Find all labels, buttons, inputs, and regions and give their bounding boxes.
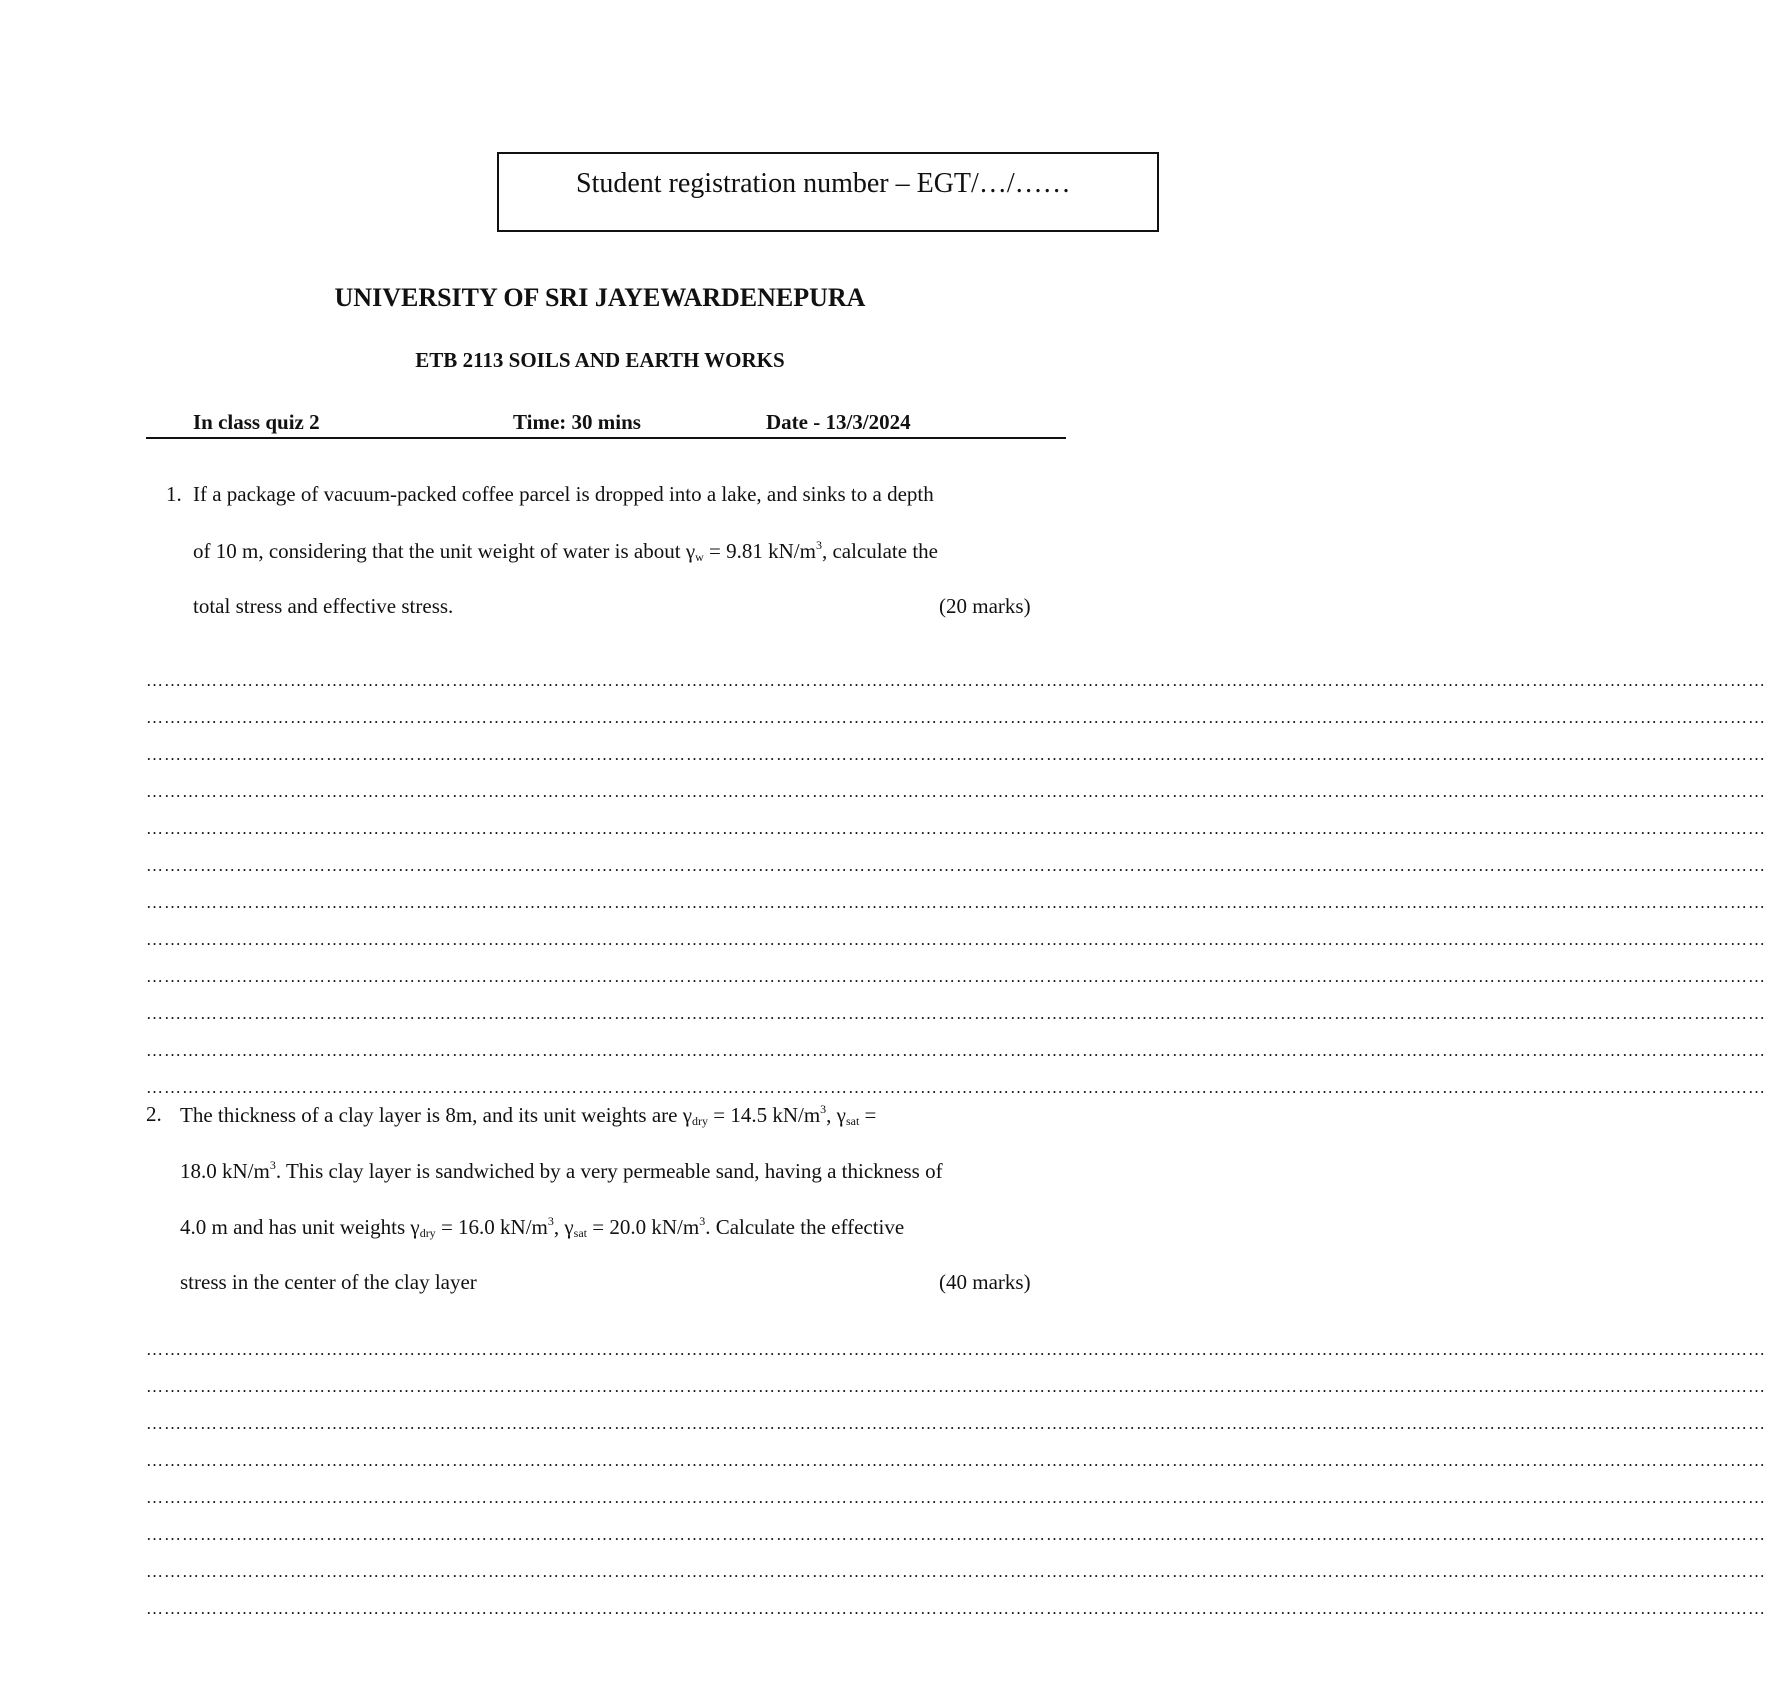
question-2-marks: (40 marks)	[939, 1270, 1031, 1294]
answer-line[interactable]: ………………………………………………………………………………………………………………………………………………………………………………………………………………………………………………	[146, 856, 1766, 875]
answer-line[interactable]: ………………………………………………………………………………………………………………………………………………………………………………………………………………………………………………	[146, 1562, 1766, 1581]
answer-line[interactable]: ………………………………………………………………………………………………………………………………………………………………………………………………………………………………………………	[146, 1377, 1766, 1396]
answer-line[interactable]: ………………………………………………………………………………………………………………………………………………………………………………………………………………………………………………	[146, 1488, 1766, 1507]
answer-line[interactable]: ………………………………………………………………………………………………………………………………………………………………………………………………………………………………………………	[146, 745, 1766, 764]
date-label: Date - 13/3/2024	[766, 410, 911, 434]
registration-box	[497, 152, 1159, 232]
time-label: Time: 30 mins	[513, 410, 641, 434]
question-1-marks: (20 marks)	[939, 594, 1031, 618]
answer-line[interactable]: ………………………………………………………………………………………………………………………………………………………………………………………………………………………………………………	[146, 1078, 1766, 1097]
answer-line[interactable]: ………………………………………………………………………………………………………………………………………………………………………………………………………………………………………………	[146, 1599, 1766, 1618]
question-2-number: 2.	[146, 1102, 162, 1126]
header-divider	[146, 437, 1066, 439]
question-2-line-4: stress in the center of the clay layer	[180, 1270, 477, 1294]
question-2-line-2: 18.0 $kN/m^3$. This clay layer is sandwiched by a very permeable sand, having a thickness of	[180, 1158, 943, 1183]
university-title: UNIVERSITY OF SRI JAYEWARDENEPURA	[334, 283, 866, 312]
course-title: ETB 2113 SOILS AND EARTH WORKS	[415, 348, 785, 372]
question-1-line-3: total stress and effective stress.	[193, 594, 454, 618]
answer-line[interactable]: ………………………………………………………………………………………………………………………………………………………………………………………………………………………………………………	[146, 782, 1766, 801]
answer-line[interactable]: ………………………………………………………………………………………………………………………………………………………………………………………………………………………………………………	[146, 1340, 1766, 1359]
answer-line[interactable]: ………………………………………………………………………………………………………………………………………………………………………………………………………………………………………………	[146, 930, 1766, 949]
answer-line[interactable]: ………………………………………………………………………………………………………………………………………………………………………………………………………………………………………………	[146, 1414, 1766, 1433]
answer-line[interactable]: ………………………………………………………………………………………………………………………………………………………………………………………………………………………………………………	[146, 1004, 1766, 1023]
quiz-label: In class quiz 2	[193, 410, 320, 434]
registration-label: Student registration number – EGT/…/……	[576, 168, 1071, 199]
question-2-line-3: 4.0 m and has unit weights $\gamma_{dry} = 16.0$ $kN/m^3$, $\gamma_{sat} = 20.0$ $kN/m^3$. Calculate the effective	[180, 1214, 905, 1240]
answer-line[interactable]: ………………………………………………………………………………………………………………………………………………………………………………………………………………………………………………	[146, 819, 1766, 838]
answer-line[interactable]: ………………………………………………………………………………………………………………………………………………………………………………………………………………………………………………	[146, 967, 1766, 986]
answer-line[interactable]: ………………………………………………………………………………………………………………………………………………………………………………………………………………………………………………	[146, 1451, 1766, 1470]
question-1-line-2: of 10 m, considering that the unit weight of water is about $\gamma_w = 9.81$ $kN/m^3$, calculate the	[193, 538, 938, 564]
question-2-line-1: The thickness of a clay layer is 8m, and its unit weights are $\gamma_{dry} = 14.5$ $kN/m^3$, $\gamma_{sat}$ =	[180, 1102, 877, 1128]
answer-line[interactable]: ………………………………………………………………………………………………………………………………………………………………………………………………………………………………………………	[146, 708, 1766, 727]
question-1-line-1: If a package of vacuum-packed coffee parcel is dropped into a lake, and sinks to a depth	[193, 482, 934, 506]
answer-line[interactable]: ………………………………………………………………………………………………………………………………………………………………………………………………………………………………………………	[146, 671, 1766, 690]
question-1-number: 1.	[166, 482, 182, 506]
answer-line[interactable]: ………………………………………………………………………………………………………………………………………………………………………………………………………………………………………………	[146, 893, 1766, 912]
answer-line[interactable]: ………………………………………………………………………………………………………………………………………………………………………………………………………………………………………………	[146, 1041, 1766, 1060]
answer-line[interactable]: ………………………………………………………………………………………………………………………………………………………………………………………………………………………………………………	[146, 1525, 1766, 1544]
